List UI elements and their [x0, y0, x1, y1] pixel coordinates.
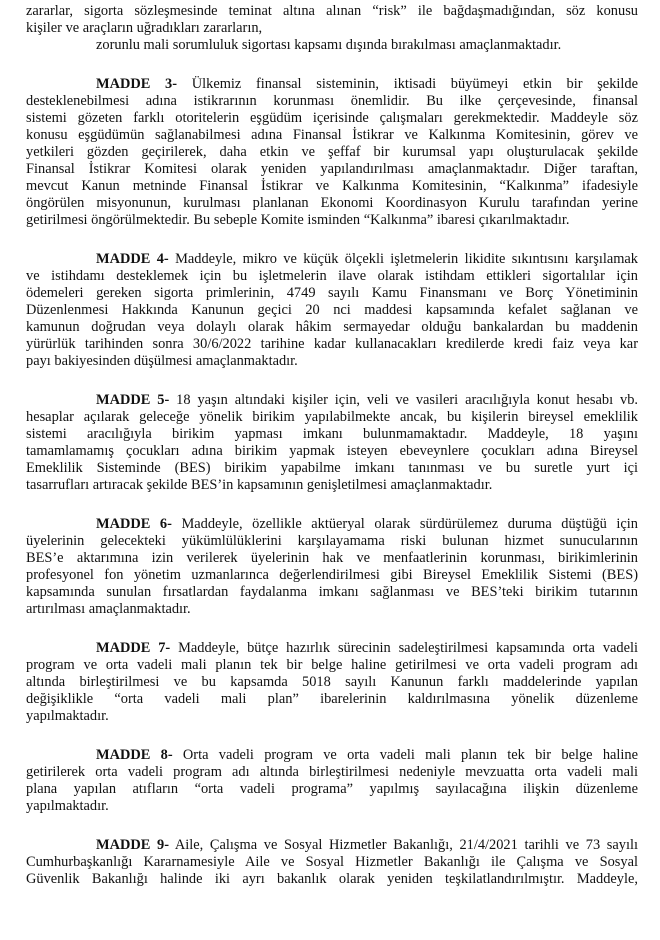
text-line: sistemi aracılığıyla birikim yapması imkanı bulunmamaktadır. Maddeyle, 18 yaşını	[26, 426, 638, 442]
text-line: mevcut Kanun metninde Finansal İstikrar ve Kalkınma Komitesinin, “Kalkınma” ifadesiyle	[26, 178, 638, 194]
intro-paragraph	[26, 3, 638, 54]
text-line: program ve orta vadeli mali planın tek bir belge haline getirilmesi ve orta vadeli program adı	[26, 657, 638, 673]
text-line: altında birleştirilmesi ve bu kapsamda 5018 sayılı Kanunun farklı maddelerinde yapılan	[26, 674, 638, 690]
text-line: konusu eşgüdümün sağlanabilmesi adına Finansal İstikrar ve Kalkınma Komitesinin, görev ve	[26, 127, 638, 143]
article-heading: MADDE 5-	[96, 392, 170, 408]
text-line: kişiler ve araçların uğradıkları zararların,	[26, 20, 263, 36]
text-line: Düzenlenmesi Hakkında Kanunun geçici 20 nci maddesi kapsamında kefalet sağlanan ve	[26, 302, 638, 318]
text-line: hesaplar açılarak geleceğe yönelik birikim yapılabilmekte ancak, bu kişilerin bireysel emeklilik	[26, 409, 638, 425]
text-line: zararlar, sigorta sözleşmesinde teminat altına alınan “risk” ile bağdaşmadığından, söz konusu	[26, 3, 638, 19]
text-line: plana yapılan atıfların “orta vadeli programa” yapılmış sayılacağına ilişkin düzenleme	[26, 781, 638, 797]
article-heading: MADDE 3-	[96, 76, 178, 92]
text-line: desteklenebilmesi adına istikrarının korunması önemlidir. Bu ilke çerçevesinde, finansal	[26, 93, 638, 109]
article-heading: MADDE 6-	[96, 516, 172, 532]
article-heading: MADDE 4-	[96, 251, 169, 267]
text-line: tamamlamamış çocukları adına birikim yapmak isteyen ebeveynlere çocukları adına Bireysel	[26, 443, 638, 459]
article-7	[26, 640, 638, 725]
text-line: MADDE 9- Aile, Çalışma ve Sosyal Hizmetler Bakanlığı, 21/4/2021 tarihli ve 73 sayılı	[96, 837, 638, 853]
text-line: ve istihdamı desteklemek için bu işletmelerin ilave olarak istihdam ettikleri sigortalılar için	[26, 268, 638, 284]
text-line: MADDE 7- Maddeyle, bütçe hazırlık sürecinin sadeleştirilmesi kapsamında orta vadeli	[96, 640, 638, 656]
text-line: Emeklilik Sisteminde (BES) birikim yapabilme imkanı tanınması ve bu suretle yurt içi	[26, 460, 638, 476]
article-9	[26, 837, 638, 888]
text-line: BES’e aktarımına izin verilerek üyelerinin hak ve menfaatlerinin korunması, birikimlerinin	[26, 550, 638, 566]
article-5	[26, 392, 638, 494]
article-4	[26, 251, 638, 370]
text-line: kamunun doğrudan veya dolaylı olarak hâkim sermayedar olduğu bankalardan bu maddenin	[26, 319, 638, 335]
text-line: MADDE 4- Maddeyle, mikro ve küçük ölçekli işletmelerin likidite sıkıntısını karşılamak	[96, 251, 638, 267]
text-line: ödemeleri gereken sigorta primlerinin, 4749 sayılı Kamu Finansmanı ve Borç Yönetiminin	[26, 285, 638, 301]
article-heading: MADDE 7-	[96, 640, 171, 656]
text-line: yetkileri gözden geçirilerek, daha etkin ve şeffaf bir kurumsal yapı oluşturulacak şekilde	[26, 144, 638, 160]
text-line: sistemi gözeten farklı otoritelerin eşgüdüm içerisinde çalışmaları gerekmektedir. Maddeyle söz	[26, 110, 638, 126]
article-6	[26, 516, 638, 618]
text-line: profesyonel fon yönetim uzmanlarınca değerlendirilmesi gibi Bireysel Emeklilik Sistemi (BES)	[26, 567, 638, 583]
article-3	[26, 76, 638, 229]
text-line: üyelerinin gelecekteki yükümlülüklerini karşılayamama riski bulunan hizmet sunucularının	[26, 533, 638, 549]
text-line: değişiklikle “orta vadeli mali plan” ibarelerinin kaldırılmasına yönelik düzenleme	[26, 691, 638, 707]
article-heading: MADDE 9-	[96, 837, 170, 853]
text-line: MADDE 8- Orta vadeli program ve orta vadeli mali planın tek bir belge haline	[96, 747, 638, 763]
text-line: yapılmaktadır.	[26, 708, 109, 724]
text-line: tasarrufları artıracak şekilde BES’in kapsamının genişletilmesi amaçlanmaktadır.	[26, 477, 493, 493]
text-line: kapsamında sunulan fırsatlardan faydalanma imkanı sağlanması ve BES’teki birikim tutarının	[26, 584, 638, 600]
text-line: payı bakiyesinden düşülmesi amaçlanmaktadır.	[26, 353, 298, 369]
text-line: artırılması amaçlanmaktadır.	[26, 601, 191, 617]
text-line: getirilerek orta vadeli program adı altında birleştirilmesi nedeniyle mevzuatta orta vadeli mali	[26, 764, 638, 780]
text-line: zorunlu mali sorumluluk sigortası kapsamı dışında bırakılması amaçlanmaktadır.	[96, 37, 562, 53]
text-line: yapılmaktadır.	[26, 798, 109, 814]
text-line: MADDE 5- 18 yaşın altındaki kişiler için, veli ve vasileri aracılığıyla konut hesabı vb.	[96, 392, 638, 408]
text-line: getirilmesi öngörülmektedir. Bu sebeple Komite isminden “Kalkınma” ibaresi çıkarılmaktadır.	[26, 212, 570, 228]
text-line: Finansal İstikrar Komitesi olarak yeniden yapılandırılması amaçlanmaktadır. Diğer taraftan,	[26, 161, 638, 177]
text-line: Cumhurbaşkanlığı Kararnamesiyle Aile ve Sosyal Hizmetler Bakanlığı ile Çalışma ve Sosyal	[26, 854, 638, 870]
article-heading: MADDE 8-	[96, 747, 173, 763]
article-8	[26, 747, 638, 815]
text-line: yürürlük tarihinden sonra 30/6/2022 tarihine kadar kullanacakları kredilerde kredi faiz veya kar	[26, 336, 638, 352]
text-line: MADDE 3- Ülkemiz finansal sisteminin, iktisadi büyümeyi etkin bir şekilde	[96, 76, 638, 92]
text-line: MADDE 6- Maddeyle, özellikle aktüeryal olarak sürdürülemez duruma düştüğü için	[96, 516, 638, 532]
text-line: öngörülen misyonunun, kurulması planlanan Ekonomi Koordinasyon Kurulu tarafından yerine	[26, 195, 638, 211]
text-line: Güvenlik Bakanlığı halinde iki ayrı bakanlık olarak yeniden teşkilatlandırılmıştır. Maddeyle,	[26, 871, 638, 887]
